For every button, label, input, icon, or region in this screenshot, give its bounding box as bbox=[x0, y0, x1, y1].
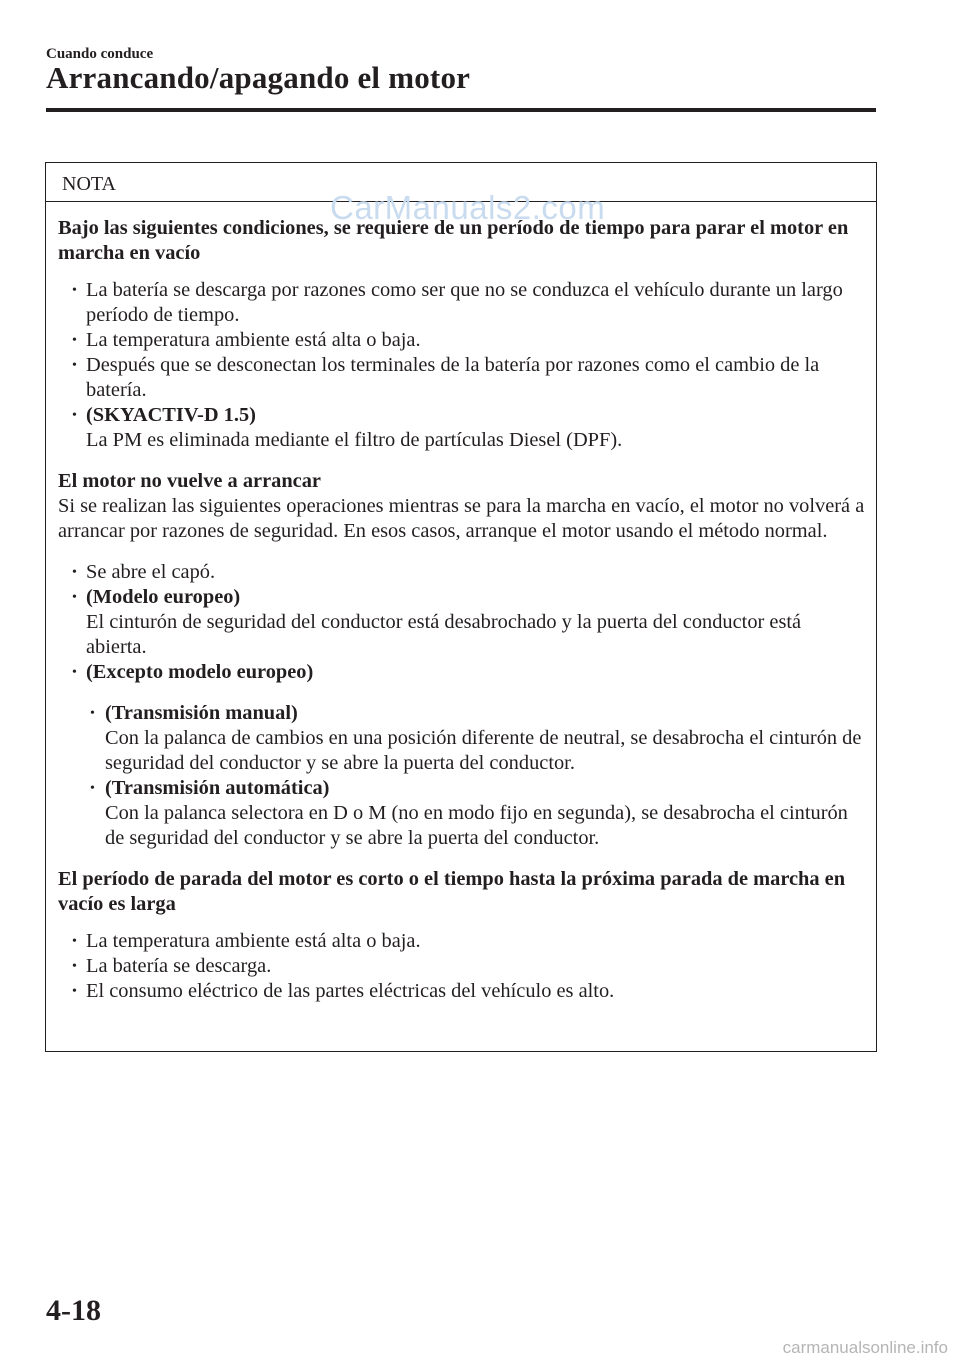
list-item: • Se abre el capó. bbox=[72, 561, 216, 583]
item-label: (SKYACTIV-D 1.5) bbox=[86, 404, 256, 426]
bullet-icon: • bbox=[72, 665, 77, 680]
block3-heading: El período de parada del motor es corto o el tiempo hasta la próxima parada de marcha en vacío es larga bbox=[58, 868, 846, 915]
block1-heading: Bajo las siguientes condiciones, se requiere de un período de tiempo para parar el motor en marcha en vacío bbox=[58, 217, 849, 264]
list-item: • (Transmisión automática) Con la palanca selectora en D o M (no en modo fijo en segunda), se desabrocha el cinturón de seguridad del conductor y se abre la puerta del conductor. bbox=[90, 777, 848, 849]
footer-site: carmanualsonline.info bbox=[782, 1338, 948, 1357]
block2-paragraph: Si se realizan las siguientes operaciones mientras se para la marcha en vacío, el motor no volverá a arrancar por razones de seguridad. En esos casos, arranque el motor usando el método normal. bbox=[58, 495, 865, 542]
list-item: • El consumo eléctrico de las partes eléctricas del vehículo es alto. bbox=[72, 980, 615, 1002]
bullet-icon: • bbox=[72, 283, 77, 298]
bullet-icon: • bbox=[72, 934, 77, 949]
title-divider bbox=[46, 108, 876, 112]
block1-list bbox=[58, 278, 866, 453]
bullet-icon: • bbox=[90, 706, 95, 721]
block2-heading: El motor no vuelve a arrancar bbox=[58, 470, 321, 492]
page-title: Arrancando/apagando el motor bbox=[46, 60, 471, 95]
bullet-icon: • bbox=[90, 781, 95, 796]
list-item: • La batería se descarga. bbox=[72, 955, 272, 977]
item-label: (Transmisión manual) bbox=[105, 702, 298, 724]
item-label: (Transmisión automática) bbox=[105, 777, 330, 799]
section-label: Cuando conduce bbox=[46, 46, 154, 62]
bullet-icon: • bbox=[72, 408, 77, 423]
list-item bbox=[58, 660, 866, 685]
list-item: • La temperatura ambiente está alta o baja. bbox=[72, 930, 421, 952]
block2-list bbox=[58, 560, 866, 685]
list-item: • (SKYACTIV-D 1.5) La PM es eliminada mediante el filtro de partículas Diesel (DPF). bbox=[72, 404, 623, 451]
bullet-icon: • bbox=[72, 984, 77, 999]
page-number: 4-18 bbox=[46, 1294, 101, 1327]
list-item: • La batería se descarga por razones como ser que no se conduzca el vehículo durante un largo período de tiempo. bbox=[72, 279, 843, 326]
note-box bbox=[45, 162, 877, 1052]
block3-list bbox=[58, 929, 866, 1004]
watermark-logo: CarManuals2.com bbox=[330, 189, 606, 226]
list-item: • (Transmisión manual) Con la palanca de cambios en una posición diferente de neutral, se desabrocha el cinturón de seguridad del conductor y se abre la puerta del conductor. bbox=[90, 702, 862, 774]
bullet-icon: • bbox=[72, 590, 77, 605]
item-label: (Modelo europeo) bbox=[86, 586, 241, 608]
list-item: • Después que se desconectan los terminales de la batería por razones como el cambio de la batería. bbox=[72, 354, 820, 401]
bullet-icon: • bbox=[72, 333, 77, 348]
bullet-icon: • bbox=[72, 565, 77, 580]
item-label: (Excepto modelo europeo) bbox=[86, 661, 314, 683]
note-label: NOTA bbox=[46, 163, 876, 202]
bullet-icon: • bbox=[72, 358, 77, 373]
list-item: • (Modelo europeo) El cinturón de seguridad del conductor está desabrochado y la puerta del conductor está abierta. bbox=[72, 586, 802, 658]
note-content bbox=[46, 202, 876, 1004]
block2-sublist bbox=[58, 701, 866, 851]
list-item: • La temperatura ambiente está alta o baja. bbox=[72, 329, 421, 351]
bullet-icon: • bbox=[72, 959, 77, 974]
